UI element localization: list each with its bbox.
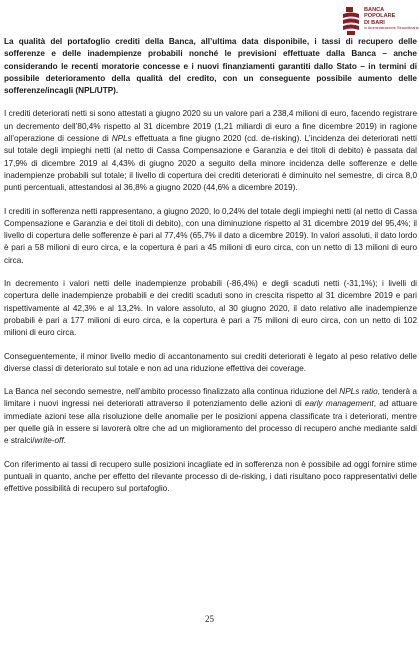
paragraph-5 — [4, 351, 417, 376]
text-run: , tenderà a limitare i nuovi ingressi nei deteriorati attraverso il potenziamento delle azioni di — [4, 387, 417, 409]
text-run: effettuata a fine giugno 2020 (cd. de-risking). L’incidenza dei deteriorati netti sul totale degli impieghi netti (al netto di Cassa Compensazione e Garanzia e dei titoli di debito) è passata dal 17,9% di dicembre 2019 al 4,43% di giugno 2020 a seguito della minore incidenza delle sofferenze e delle inadempienze probabili sul totale; il livello di copertura dei crediti deteriorati è diminuito nel semestre, di circa 8,0 punti percentuali, attestandosi al 36,8% a giugno 2020 (44,6% a dicembre 2019). — [4, 134, 417, 193]
paragraph-7 — [4, 459, 417, 496]
italic-term: NPLs — [111, 134, 132, 144]
paragraph-1 — [4, 36, 417, 97]
paragraph-4 — [4, 278, 417, 339]
brand-subtitle: in Amministrazione Straordinaria — [364, 26, 419, 31]
text-run: La Banca nel secondo semestre, nell’ambito processo finalizzato alla continua riduzione del — [4, 387, 340, 397]
text-run: . — [63, 436, 66, 446]
paragraph-2 — [4, 108, 417, 194]
brand-line-2: POPOLARE — [364, 13, 396, 20]
italic-term: early management — [304, 399, 374, 409]
text-run: I crediti deteriorati netti si sono attestati a giugno 2020 su un valore pari a 238,4 milioni di euro, facendo registrare un decremento dell’80,4% rispetto al 31 dicembre 2019 (1,21 miliardi di euro a fine dicembre 2019) in ragione all’operazione di cessione di — [4, 109, 417, 144]
bank-logo-text — [364, 7, 419, 31]
italic-term: write-off — [34, 436, 64, 446]
text-run: Conseguentemente, il minor livello medio di accantonamento sui crediti deteriorati è legato al peso relativo delle diverse classi di deteriorato sul totale e non ad una riduzione effettiva dei coverage. — [4, 351, 417, 373]
text-run: Con riferimento ai tassi di recupero sulle posizioni incagliate ed in sofferenza non è possibile ad oggi fornire stime puntuali in quanto, anche per effetto del rilevante processo di de-risking, i dati risultano poco rappresentativi delle effettive possibilità di recupero sul portafoglio. — [4, 459, 417, 494]
text-run: I crediti in sofferenza netti rappresentano, a giugno 2020, lo 0,24% del totale degli impieghi netti (al netto di Cassa Compensazione e Garanzia e dei titoli di debito), con una diminuzione rispetto al 31 dicembre 2019 del 95,4%; il livello di copertura delle sofferenze è pari al 77,4% (65,7% il dato a dicembre 2019). In valori assoluti, il dato lordo è pari a 58 milioni di euro circa, e la copertura è pari a 45 milioni di euro circa, con un netto di 13 milioni di euro circa. — [4, 206, 417, 265]
brand-line-1: BANCA — [364, 7, 385, 13]
document-body — [4, 36, 417, 507]
brand-line-3: DI BARI — [364, 19, 385, 26]
italic-term: NPLs ratio — [339, 387, 378, 397]
paragraph-3 — [4, 206, 417, 267]
paragraph-6 — [4, 386, 417, 447]
text-run: In decremento i valori netti delle inadempienze probabili (-86,4%) e degli scaduti netti (-31,1%); i livelli di copertura delle inadempienze probabili e dei crediti scaduti sono in crescita rispetto al 31 dicembre 2019 e pari rispettivamente al 42,3% e al 13,2%. In valore assoluto, al 30 giugno 2020, il dato relativo alle inadempienze probabili è pari a 177 milioni di euro circa, e la copertura è pari a 75 milioni di euro circa, con un netto di 102 milioni di euro circa. — [4, 279, 417, 338]
bank-logo-icon — [340, 4, 362, 36]
page-number: 25 — [205, 614, 214, 624]
text-run: , ad attuare immediate azioni tese alla risoluzione delle anomalie per le posizioni appena classificate tra i deteriorati, mentre per quelle già in essere si lavorerà oltre che ad un miglioramento del processo di recupero anche mediante saldi e stralci/ — [4, 399, 418, 446]
text-run: La qualità del portafoglio crediti della Banca, all’ultima data disponibile, i tassi di recupero delle sofferenze e delle inadempienze probabili nonché le previsioni effettuate dalla Banca – anche considerando le recenti moratorie concesse e i nuovi finanziamenti garantiti dallo Stato – in termini di possibile deterioramento della qualità del credito, con un conseguente possibile aumento delle sofferenze/incagli (NPL/UTP). — [4, 37, 417, 96]
